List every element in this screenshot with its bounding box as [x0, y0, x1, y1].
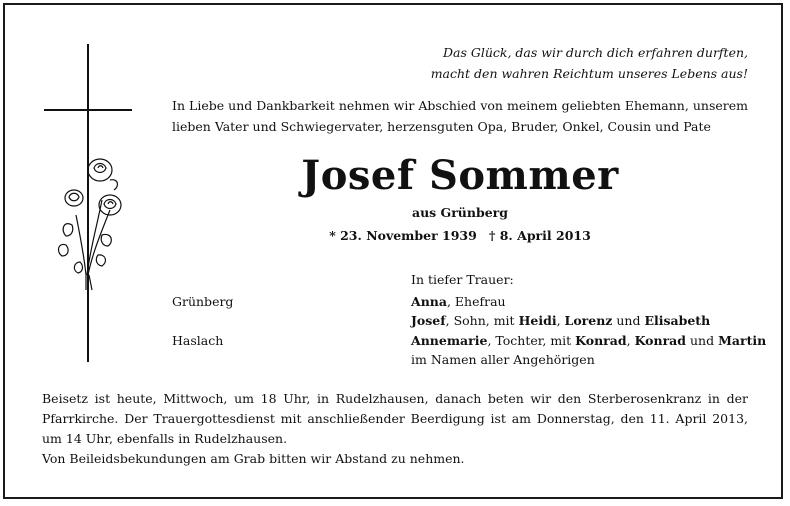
mourner-anna: [411, 292, 506, 312]
mourner-annemarie: [411, 331, 766, 351]
mourning-heading: In tiefer Trauer:: [411, 272, 514, 287]
mourner-name: Annemarie: [411, 333, 488, 348]
separator: ,: [626, 333, 635, 348]
mourner-name: Elisabeth: [644, 313, 711, 328]
funeral-notice: [42, 389, 748, 469]
mourner-name: Lorenz: [564, 313, 613, 328]
place-haslach: Haslach: [172, 333, 224, 348]
quote-line-1: Das Glück, das wir durch dich erfahren durften,: [443, 45, 748, 60]
mourner-closing: im Namen aller Angehörigen: [411, 352, 595, 367]
place-gruenberg: Grünberg: [172, 294, 234, 309]
mourner-name: Josef: [411, 313, 446, 328]
cross-with-roses-icon: [40, 40, 140, 370]
life-dates: [172, 226, 748, 246]
intro-text: In Liebe und Dankbarkeit nehmen wir Abschied von meinem geliebten Ehemann, unserem lieben Vater und Schwiegervater, herzensguten Opa, Bruder, Onkel, Cousin und Pate: [172, 98, 748, 134]
birth-date: * 23. November 1939: [329, 228, 477, 243]
separator: und: [686, 333, 719, 348]
mourner-name: Anna: [411, 294, 447, 309]
deceased-origin: aus Grünberg: [411, 205, 509, 220]
death-date: † 8. April 2013: [488, 228, 591, 243]
mourner-relation: , Tochter, mit: [487, 333, 576, 348]
funeral-details: Beisetz ist heute, Mittwoch, um 18 Uhr, in Rudelzhausen, danach beten wir den Sterberosenkranz in der Pfarrkirche. Der Trauergottesdienst mit anschließender Beerdigung ist am Donnerstag, den 11. April 2013, um 14 Uhr, ebenfalls in Rudelzhausen.: [42, 391, 748, 446]
mourner-name: Martin: [718, 333, 767, 348]
mourner-name: Heidi: [518, 313, 557, 328]
mourner-josef: [411, 311, 710, 331]
condolence-note: Von Beileidsbekundungen am Grab bitten wir Abstand zu nehmen.: [42, 451, 465, 466]
mourner-name: Konrad: [575, 333, 627, 348]
mourner-relation: , Ehefrau: [446, 294, 506, 309]
deceased-name: Josef Sommer: [301, 152, 619, 199]
quote-line-2: macht den wahren Reichtum unseres Lebens aus!: [430, 66, 748, 81]
separator: und: [612, 313, 645, 328]
mourner-name: Konrad: [634, 333, 687, 348]
mourner-relation: , Sohn, mit: [445, 313, 519, 328]
separator: ,: [556, 313, 565, 328]
